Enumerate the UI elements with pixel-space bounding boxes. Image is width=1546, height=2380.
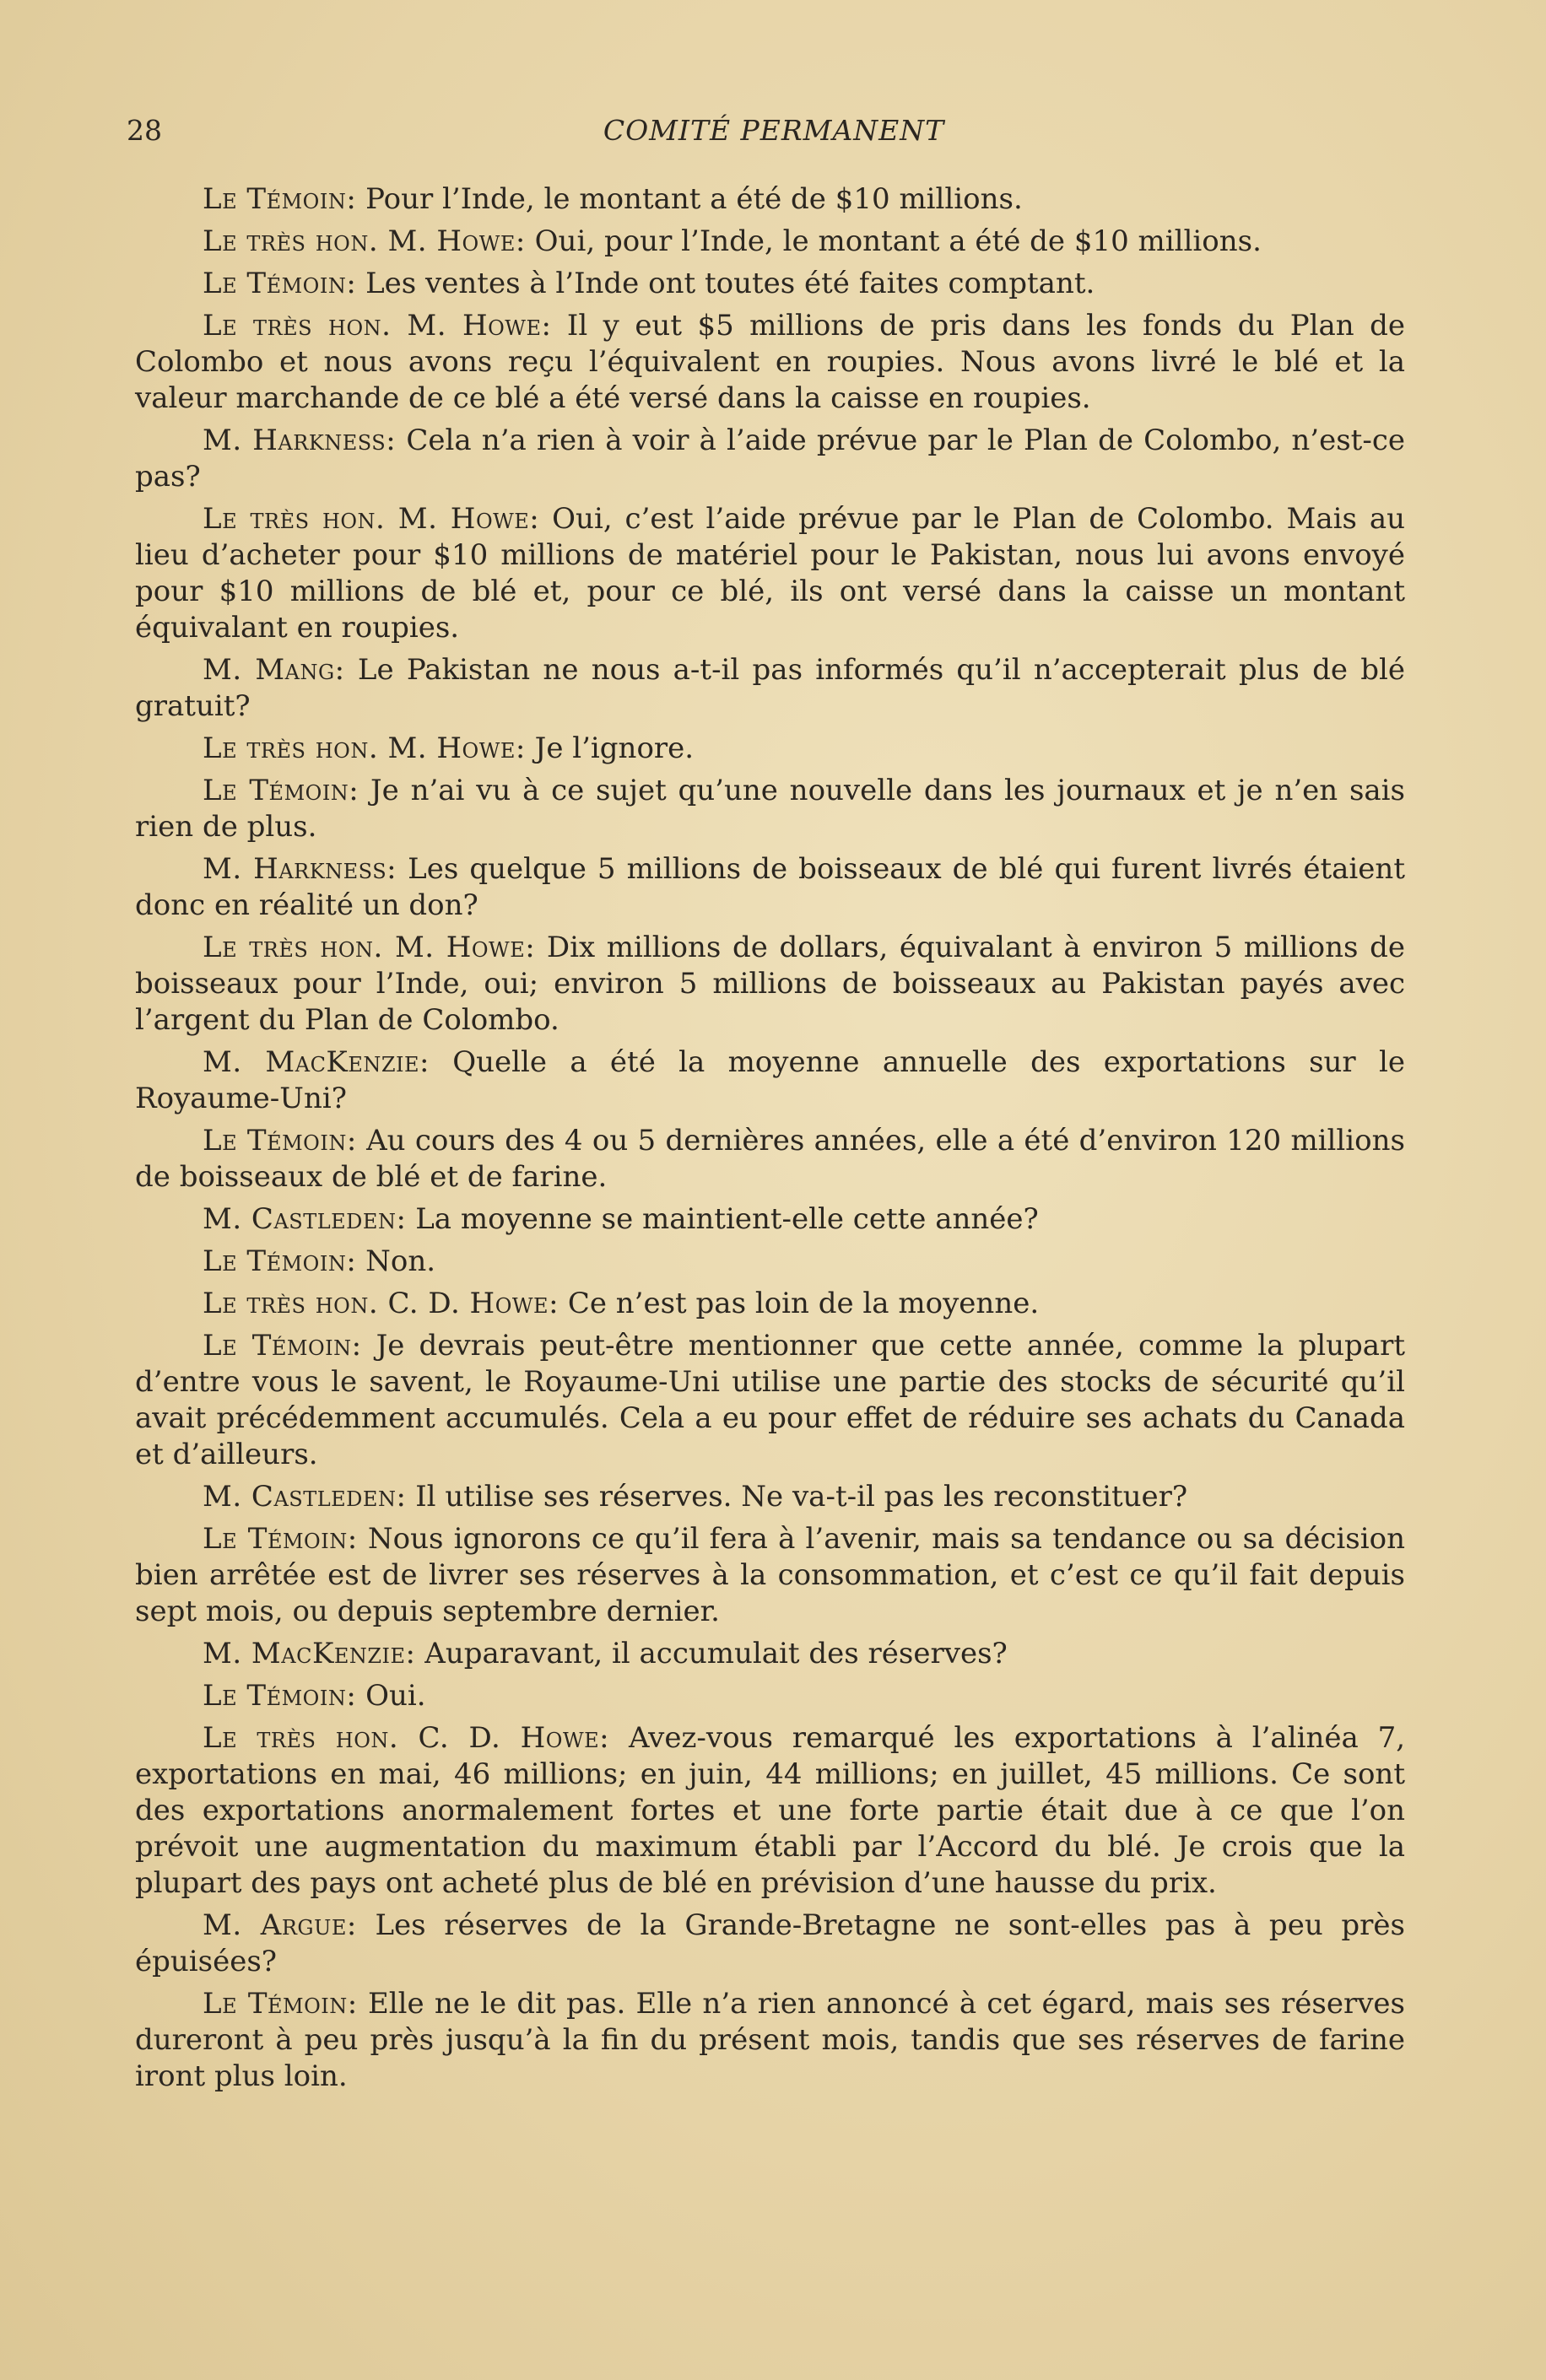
transcript-paragraph: [135, 1328, 1405, 1473]
speech-text: Pour l’Inde, le montant a été de $10 millions.: [356, 182, 1023, 216]
transcript-paragraph: [135, 851, 1405, 924]
speech-text: Auparavant, il accumulait des réserves?: [415, 1637, 1008, 1670]
running-title: COMITÉ PERMANENT: [603, 114, 945, 147]
speech-text: Au cours des 4 ou 5 dernières années, elle a été d’environ 120 millions de boisseaux de blé et de farine.: [135, 1124, 1405, 1194]
page-number: 28: [127, 114, 162, 147]
speaker-name: M. Harkness:: [203, 852, 397, 886]
speaker-name: Le très hon. M. Howe:: [203, 309, 552, 343]
transcript-paragraph: [135, 1123, 1405, 1195]
speaker-name: Le très hon. M. Howe:: [203, 931, 536, 964]
speech-text: Oui, pour l’Inde, le montant a été de $10 millions.: [525, 224, 1262, 258]
speech-text: Nous ignorons ce qu’il fera à l’avenir, mais sa tendance ou sa décision bien arrêtée est de livrer ses réserves à la consommation, et c’est ce qu’il fait depuis sept mois, ou depuis septembre dernier.: [135, 1522, 1405, 1628]
speech-text: Ce n’est pas loin de la moyenne.: [559, 1287, 1040, 1320]
transcript-paragraph: [135, 930, 1405, 1039]
speaker-name: Le très hon. M. Howe:: [203, 731, 526, 765]
transcript-paragraph: [135, 1479, 1405, 1515]
transcript-paragraph: [135, 423, 1405, 495]
speech-text: Non.: [356, 1244, 436, 1278]
speech-text: Je l’ignore.: [525, 731, 695, 765]
speech-text: Il y eut $5 millions de pris dans les fonds du Plan de Colombo et nous avons reçu l’équivalent en roupies. Nous avons livré le blé et la valeur marchande de ce blé a été versé dans la caisse en roupies.: [135, 309, 1405, 415]
transcript-paragraph: [135, 1044, 1405, 1117]
speaker-name: Le très hon. M. Howe:: [203, 502, 540, 536]
transcript-paragraph: [135, 1678, 1405, 1714]
transcript-body: [135, 181, 1405, 2101]
transcript-paragraph: [135, 501, 1405, 646]
speaker-name: Le Témoin:: [203, 1522, 358, 1556]
speech-text: Les réserves de la Grande-Bretagne ne sont-elles pas à peu près épuisées?: [135, 1908, 1405, 1978]
speaker-name: M. MacKenzie:: [203, 1637, 416, 1670]
transcript-paragraph: [135, 1521, 1405, 1630]
speaker-name: Le Témoin:: [203, 1244, 357, 1278]
speaker-name: Le très hon. C. D. Howe:: [203, 1721, 610, 1755]
speaker-name: Le Témoin:: [203, 267, 357, 300]
speech-text: Les quelque 5 millions de boisseaux de blé qui furent livrés étaient donc en réalité un don?: [135, 852, 1405, 922]
transcript-paragraph: [135, 181, 1405, 218]
page-header: [127, 114, 1421, 156]
transcript-paragraph: [135, 224, 1405, 260]
speech-text: Il utilise ses réserves. Ne va-t-il pas les reconstituer?: [406, 1480, 1188, 1514]
speech-text: Quelle a été la moyenne annuelle des exportations sur le Royaume-Uni?: [135, 1045, 1405, 1115]
transcript-paragraph: [135, 1986, 1405, 2095]
transcript-paragraph: [135, 652, 1405, 725]
transcript-paragraph: [135, 266, 1405, 302]
transcript-paragraph: [135, 1201, 1405, 1238]
speaker-name: M. MacKenzie:: [203, 1045, 430, 1079]
speech-text: Je n’ai vu à ce sujet qu’une nouvelle dans les journaux et je n’en sais rien de plus.: [135, 774, 1405, 844]
speech-text: Dix millions de dollars, équivalant à environ 5 millions de boisseaux pour l’Inde, oui; environ 5 millions de boisseaux au Pakistan payés avec l’argent du Plan de Colombo.: [135, 931, 1405, 1037]
speaker-name: Le Témoin:: [203, 1329, 362, 1363]
transcript-paragraph: [135, 1636, 1405, 1672]
speech-text: Elle ne le dit pas. Elle n’a rien annoncé à cet égard, mais ses réserves dureront à peu près jusqu’à la fin du présent mois, tandis que ses réserves de farine iront plus loin.: [135, 1987, 1405, 2093]
transcript-paragraph: [135, 1286, 1405, 1322]
transcript-paragraph: [135, 308, 1405, 417]
speech-text: Je devrais peut-être mentionner que cette année, comme la plupart d’entre vous le savent, le Royaume-Uni utilise une partie des stocks de sécurité qu’il avait précédemment accumulés. Cela a eu pour effet de réduire ses achats du Canada et d’ailleurs.: [135, 1329, 1405, 1471]
transcript-paragraph: [135, 773, 1405, 845]
speaker-name: M. Argue:: [203, 1908, 357, 1942]
speaker-name: M. Harkness:: [203, 424, 397, 457]
transcript-paragraph: [135, 1908, 1405, 1980]
speaker-name: M. Castleden:: [203, 1480, 407, 1514]
speaker-name: M. Mang:: [203, 653, 345, 687]
speaker-name: Le Témoin:: [203, 774, 359, 807]
speech-text: Les ventes à l’Inde ont toutes été faites comptant.: [356, 267, 1095, 300]
speaker-name: Le Témoin:: [203, 1679, 357, 1713]
speaker-name: Le Témoin:: [203, 1124, 357, 1158]
speech-text: Oui.: [356, 1679, 426, 1713]
speaker-name: Le très hon. M. Howe:: [203, 224, 526, 258]
transcript-paragraph: [135, 1244, 1405, 1280]
speaker-name: Le Témoin:: [203, 182, 357, 216]
speech-text: Cela n’a rien à voir à l’aide prévue par le Plan de Colombo, n’est-ce pas?: [135, 424, 1405, 494]
speaker-name: Le très hon. C. D. Howe:: [203, 1287, 559, 1320]
speaker-name: Le Témoin:: [203, 1987, 358, 2021]
speech-text: La moyenne se maintient-elle cette année?: [406, 1202, 1039, 1236]
transcript-paragraph: [135, 1720, 1405, 1902]
speech-text: Avez-vous remarqué les exportations à l’alinéa 7, exportations en mai, 46 millions; en juin, 44 millions; en juillet, 45 millions. Ce sont des exportations anormalement fortes et une forte partie était due à ce que l’on prévoit une augmentation du maximum établi par l’Accord du blé. Je crois que la plupart des pays ont acheté plus de blé en prévision d’une hausse du prix.: [135, 1721, 1406, 1900]
speech-text: Le Pakistan ne nous a-t-il pas informés qu’il n’accepterait plus de blé gratuit?: [135, 653, 1405, 723]
transcript-paragraph: [135, 731, 1405, 767]
speech-text: Oui, c’est l’aide prévue par le Plan de Colombo. Mais au lieu d’acheter pour $10 millions de matériel pour le Pakistan, nous lui avons envoyé pour $10 millions de blé et, pour ce blé, ils ont versé dans la caisse un montant équivalant en roupies.: [135, 502, 1406, 645]
speaker-name: M. Castleden:: [203, 1202, 407, 1236]
